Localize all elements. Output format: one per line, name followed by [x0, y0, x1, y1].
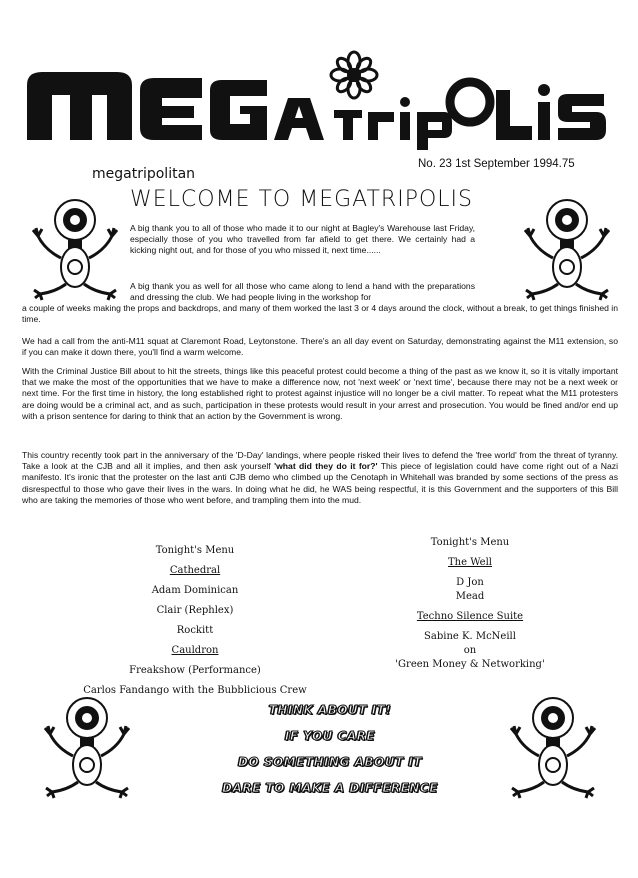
dj-name: Adam Dominican — [151, 585, 239, 596]
slogans — [200, 703, 460, 807]
slogan: DO SOMETHING ABOUT IT — [238, 755, 422, 769]
room-name: Techno Silence Suite — [416, 611, 524, 622]
page-title: WELCOME TO MEGATRIPOLIS — [130, 187, 473, 212]
talk-topic: 'Green Money & Networking' — [395, 659, 545, 670]
paragraph-helpers-continued: a couple of weeks making the props and backdrops, and many of them worked the last 3 or 4 days around the clock, without a break, to get things finished in time. — [22, 303, 618, 325]
masthead-logo — [22, 50, 612, 160]
paragraph-helpers: A big thank you as well for all those who came along to lend a hand with the preparations and dressing the club. We had people living in the workshop for — [130, 281, 475, 303]
room-name: Cathedral — [169, 565, 221, 576]
megatripolis-logo — [22, 50, 612, 160]
paragraph-thank-you: A big thank you to all of those who made it to our night at Bagley's Warehouse last Friday, especially those of you who travelled from far afield to get there. We certainly had a kicking night out, and for those of you who missed it, next time...... — [130, 223, 475, 256]
alien-illustration-top-left — [30, 192, 120, 302]
menu-heading: Tonight's Menu — [155, 545, 235, 556]
slogan: DARE TO MAKE A DIFFERENCE — [222, 781, 438, 795]
paragraph-d-day-part-1: This country recently took part in the anniversary of the 'D-Day' landings, where people risked their lives to defend the 'free world' from the threat of tyranny. Take a look at the CJB and all it implies, and then ask yourself — [22, 450, 618, 472]
dj-name: D Jon — [456, 577, 484, 588]
menu-left — [70, 545, 320, 705]
issue-number: No. 23 1st September 1994.75 — [418, 158, 575, 170]
dj-name: Rockitt — [176, 625, 214, 636]
paragraph-d-day — [22, 450, 618, 506]
act-name: Carlos Fandango with the Bubblicious Crew — [83, 685, 307, 696]
paragraph-m11-squat: We had a call from the anti-M11 squat at Claremont Road, Leytonstone. There's an all day event on Saturday, demonstrating against the M11 extension, so if you can make it down there, you'll find a warm welcome. — [22, 336, 618, 358]
paragraph-d-day-question: 'what did they do it for?' — [274, 461, 378, 472]
act-name: Freakshow (Performance) — [129, 665, 261, 676]
slogan: IF YOU CARE — [284, 729, 376, 743]
speaker-name: Sabine K. McNeill — [424, 631, 516, 642]
dj-name: Clair (Rephlex) — [156, 605, 234, 616]
menu-right — [370, 537, 570, 679]
slogan: THINK ABOUT IT! — [268, 703, 392, 717]
alien-illustration-bottom-left — [42, 690, 132, 800]
menu-heading: Tonight's Menu — [430, 537, 510, 548]
room-name: Cauldron — [171, 645, 219, 656]
alien-illustration-top-right — [522, 192, 612, 302]
paragraph-d-day-part-2: This piece of legislation could have come right out of a Nazi manifesto. It's ironic that the protester on the last anti CJB demo who climbed up the Cenotaph in Whitehall was branded by some sections of the press as disrespectful to those who gave their lives in the wars. In doing what he did, he WAS being respectful, it is this Government and the supporters of this Bill who are taking the memories of those who went before, and trampling them into the mud. — [22, 461, 618, 505]
paragraph-cjb: With the Criminal Justice Bill about to hit the streets, things like this peaceful protest could become a thing of the past as we know it, so it is vitally important that we make the most of the opportunities that we have to make a difference now, not 'next week' or 'next time', because there may not be a next week or next time. For the first time in history, the long established right to protest against injustice will no longer be a civil matter. To repeat what the M11 protesters are doing would be a criminal act, and as such, participation in these protests would result in your arrest and prosecution. You would be fined and/or end up with a prison sentence for daring to think that an action by the Government is wrong. — [22, 366, 618, 421]
speaker-on: on — [463, 645, 477, 656]
masthead-subtitle: megatripolitan — [92, 166, 196, 182]
room-name: The Well — [448, 557, 492, 568]
dj-name: Mead — [455, 591, 485, 602]
alien-illustration-bottom-right — [508, 690, 598, 800]
